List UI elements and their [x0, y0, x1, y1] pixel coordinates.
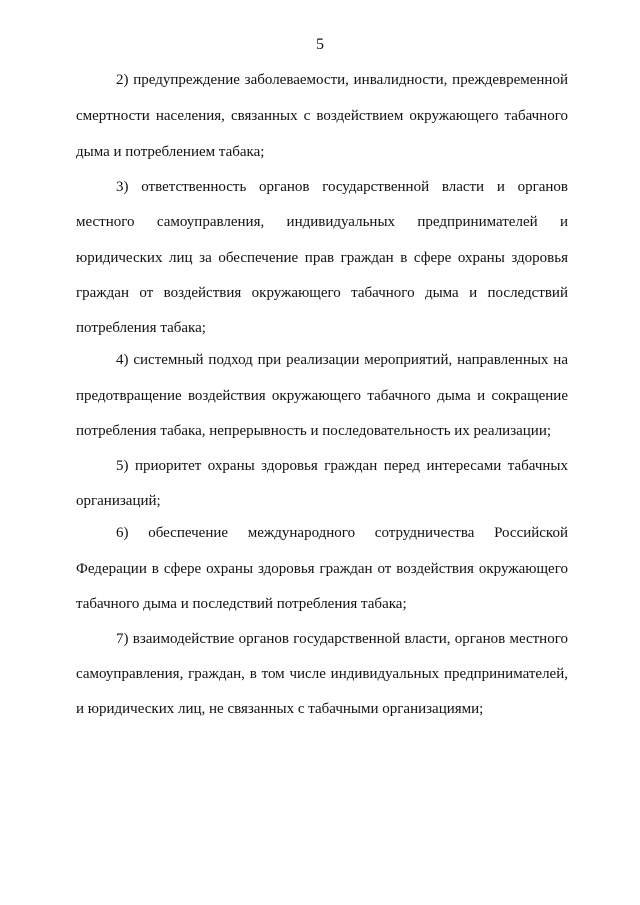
paragraph-3-line-2: местного самоуправления, индивидуальных предпринимателей и	[76, 214, 568, 230]
paragraph-2-line-1: 2) предупреждение заболеваемости, инвалидности, преждевременной	[116, 72, 568, 88]
paragraph-2-line-3: дыма и потреблением табака;	[76, 144, 265, 160]
paragraph-2-line-2: смертности населения, связанных с воздействием окружающего табачного	[76, 108, 568, 124]
paragraph-5-line-1: 5) приоритет охраны здоровья граждан перед интересами табачных	[116, 458, 568, 474]
paragraph-3-line-3: юридических лиц за обеспечение прав граждан в сфере охраны здоровья	[76, 250, 568, 266]
paragraph-4-line-2: предотвращение воздействия окружающего табачного дыма и сокращение	[76, 388, 568, 404]
paragraph-3-line-4: граждан от воздействия окружающего табачного дыма и последствий	[76, 285, 568, 301]
paragraph-7-line-1: 7) взаимодействие органов государственной власти, органов местного	[116, 631, 568, 647]
paragraph-6-line-2: Федерации в сфере охраны здоровья граждан от воздействия окружающего	[76, 561, 568, 577]
paragraph-6-line-3: табачного дыма и последствий потребления табака;	[76, 596, 407, 612]
paragraph-7-line-3: и юридических лиц, не связанных с табачными организациями;	[76, 701, 484, 717]
paragraph-4-line-3: потребления табака, непрерывность и последовательность их реализации;	[76, 423, 552, 439]
paragraph-3-line-5: потребления табака;	[76, 320, 206, 336]
paragraph-3-line-1: 3) ответственность органов государственной власти и органов	[116, 179, 568, 195]
paragraph-6-line-1: 6) обеспечение международного сотрудничества Российской	[116, 525, 568, 541]
paragraph-4-line-1: 4) системный подход при реализации мероприятий, направленных на	[116, 352, 568, 368]
paragraph-7-line-2: самоуправления, граждан, в том числе индивидуальных предпринимателей,	[76, 666, 568, 682]
page-number: 5	[316, 36, 324, 53]
paragraph-5-line-2: организаций;	[76, 493, 161, 509]
